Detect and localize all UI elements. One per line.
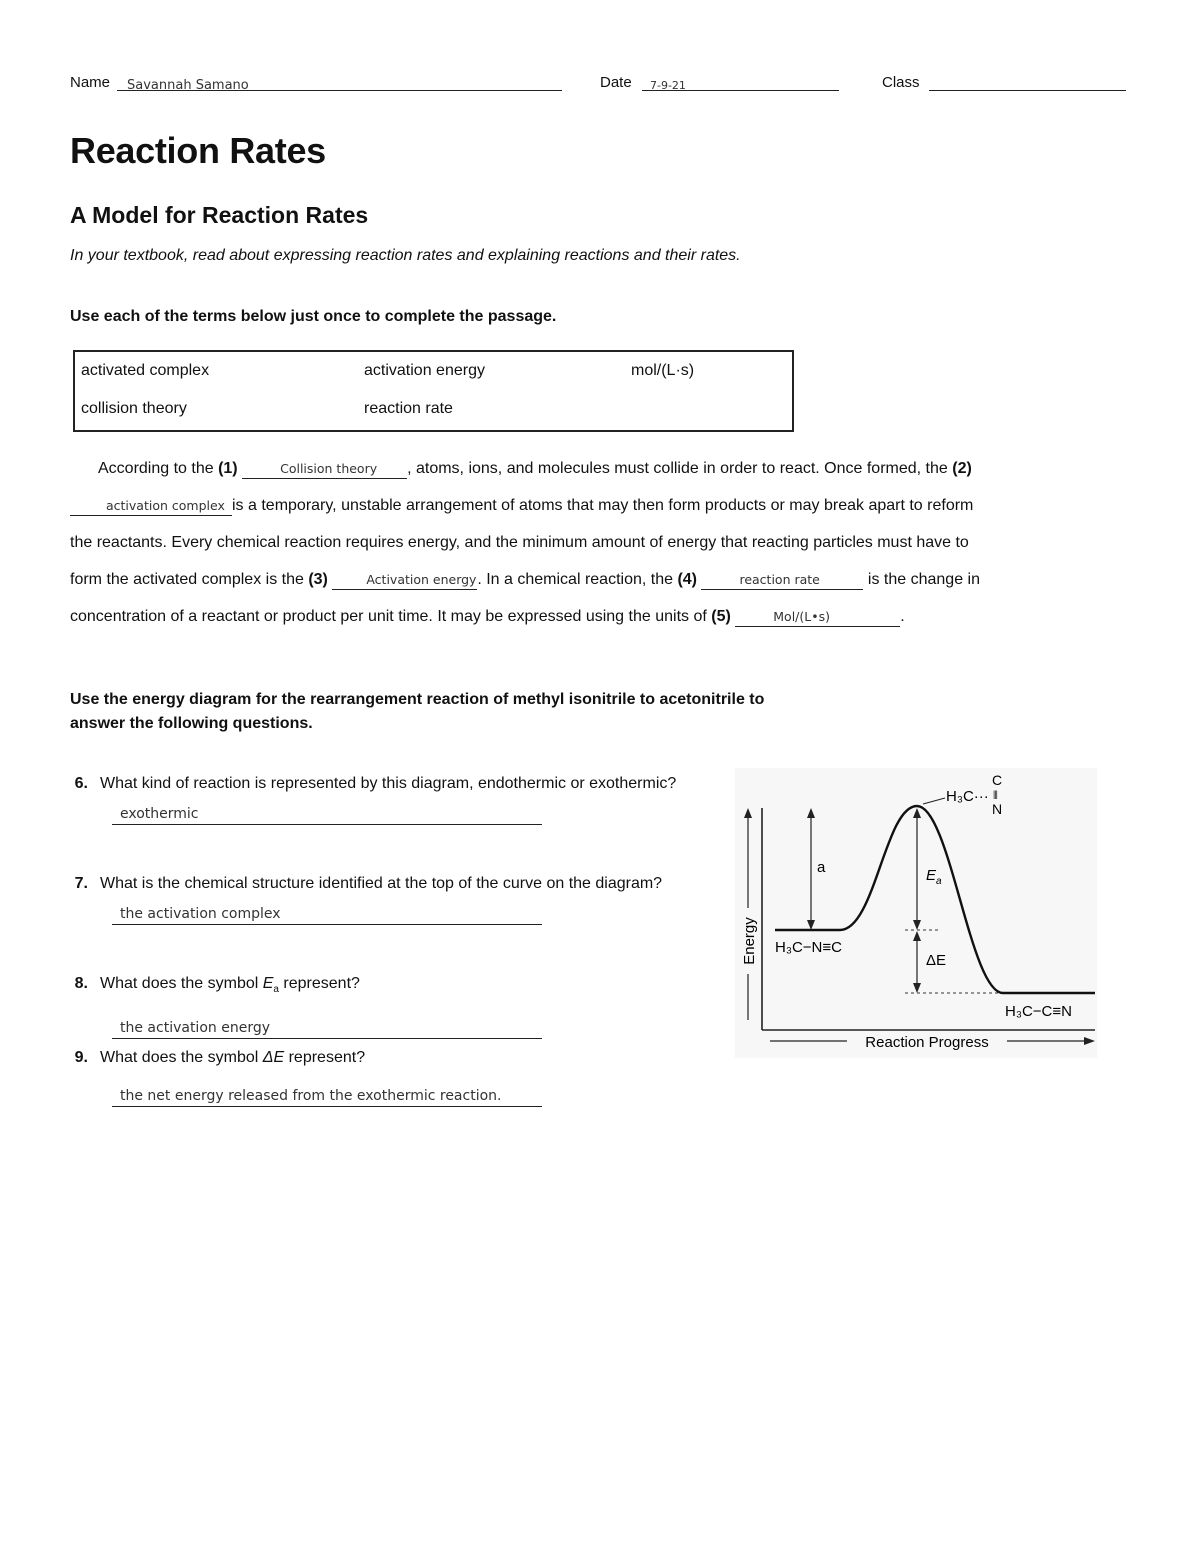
name-label: Name bbox=[70, 74, 111, 91]
label-delta-e: ΔE bbox=[926, 952, 947, 969]
passage-text-4: . In a chemical reaction, the bbox=[477, 571, 678, 588]
answer-6-line[interactable] bbox=[112, 802, 542, 825]
date-field[interactable] bbox=[642, 72, 839, 91]
blank-number-4: (4) bbox=[677, 571, 698, 588]
date-value: 7-9-21 bbox=[650, 79, 686, 92]
x-axis-label: Reaction Progress bbox=[865, 1034, 989, 1051]
answer-9: the net energy released from the exothermic reaction. bbox=[120, 1088, 502, 1104]
class-field[interactable] bbox=[929, 72, 1126, 91]
question-7-number: 7. bbox=[74, 875, 88, 892]
question-8-number: 8. bbox=[74, 975, 88, 992]
term-collision-theory: collision theory bbox=[81, 400, 187, 417]
complex-triple-bond: ⦀ bbox=[993, 790, 998, 802]
question-7 bbox=[58, 872, 688, 925]
blank-number-5: (5) bbox=[711, 608, 731, 625]
intro-text: In your textbook, read about expressing reaction rates and explaining reactions and their rates. bbox=[70, 247, 741, 264]
section-title: A Model for Reaction Rates bbox=[70, 202, 369, 228]
answer-9-line[interactable] bbox=[112, 1084, 542, 1107]
question-8-text-before: What does the symbol bbox=[100, 975, 263, 992]
question-9-text-before: What does the symbol bbox=[100, 1049, 263, 1066]
answer-blank-2[interactable] bbox=[70, 497, 232, 516]
name-field[interactable] bbox=[117, 72, 562, 91]
class-label: Class bbox=[882, 74, 920, 91]
page-title: Reaction Rates bbox=[70, 130, 326, 171]
complex-carbon: C bbox=[992, 772, 1003, 788]
blank-number-3: (3) bbox=[308, 571, 328, 588]
passage-text-6: . bbox=[900, 608, 905, 625]
answer-7: the activation complex bbox=[120, 906, 281, 922]
complex-nitrogen: N bbox=[992, 801, 1003, 817]
answer-5: Mol/(L•s) bbox=[773, 609, 830, 624]
product-label: H₃C−C≡N bbox=[1005, 1003, 1072, 1020]
answer-2: activation complex bbox=[106, 498, 225, 513]
answer-4: reaction rate bbox=[739, 572, 820, 587]
date-label: Date bbox=[600, 74, 632, 91]
blank-number-2: (2) bbox=[952, 460, 972, 477]
question-9-symbol: ΔE bbox=[262, 1049, 285, 1066]
name-value: Savannah Samano bbox=[127, 78, 249, 93]
terms-instruction: Use each of the terms below just once to complete the passage. bbox=[70, 308, 557, 325]
question-7-text: What is the chemical structure identified at the top of the curve on the diagram? bbox=[100, 875, 663, 892]
passage-text-1: According to the bbox=[98, 460, 219, 477]
energy-diagram bbox=[735, 768, 1097, 1058]
reactant-label: H₃C−N≡C bbox=[775, 939, 842, 956]
answer-blank-1[interactable] bbox=[242, 460, 407, 479]
term-units: mol/(L·s) bbox=[631, 362, 695, 379]
answer-8-line[interactable] bbox=[112, 1016, 542, 1039]
answer-8: the activation energy bbox=[120, 1020, 270, 1037]
question-6-number: 6. bbox=[74, 775, 88, 792]
term-activated-complex: activated complex bbox=[81, 362, 210, 379]
term-activation-energy: activation energy bbox=[364, 362, 485, 379]
answer-3: Activation energy bbox=[366, 572, 477, 587]
answer-blank-5[interactable] bbox=[735, 608, 900, 627]
blank-number-1: (1) bbox=[218, 460, 238, 477]
complex-label: H₃C··· bbox=[946, 788, 989, 805]
question-8-text-after: represent? bbox=[278, 975, 360, 992]
passage-text-2: , atoms, ions, and molecules must collide in order to react. Once formed, the bbox=[407, 460, 953, 477]
answer-blank-4[interactable] bbox=[701, 571, 863, 590]
question-8-text bbox=[100, 972, 688, 1002]
question-8-symbol: E bbox=[262, 975, 274, 992]
diagram-instruction: Use the energy diagram for the rearrangement reaction of methyl isonitrile to acetonitrile to answer the following questions. bbox=[70, 691, 765, 732]
term-reaction-rate: reaction rate bbox=[364, 400, 453, 417]
passage bbox=[70, 450, 1000, 635]
answer-1: Collision theory bbox=[280, 461, 378, 476]
y-axis-label: Energy bbox=[741, 917, 758, 965]
answer-6: exothermic bbox=[120, 806, 199, 822]
question-6-text: What kind of reaction is represented by this diagram, endothermic or exothermic? bbox=[100, 775, 677, 792]
question-9-text-after: represent? bbox=[284, 1049, 366, 1066]
question-8-symbol-sub: a bbox=[273, 984, 279, 996]
question-9-text bbox=[100, 1046, 688, 1070]
label-a: a bbox=[817, 859, 826, 876]
question-9-number: 9. bbox=[74, 1049, 88, 1066]
label-ea-main: E bbox=[926, 867, 937, 884]
passage-text-3: is a temporary, unstable arrangement of atoms that may then form products or may break apart to reform the reactants. Every chemical reaction requires energy, and the minimum amount of energy that reacting particles must have to form the activated complex is the bbox=[70, 497, 974, 588]
answer-blank-3[interactable] bbox=[332, 571, 477, 590]
passage-text-5: is the change in concentration of a reactant or product per unit time. It may be expressed using the units of bbox=[70, 571, 980, 625]
answer-7-line[interactable] bbox=[112, 902, 542, 925]
label-ea-sub: a bbox=[936, 876, 942, 887]
question-8 bbox=[58, 972, 688, 1039]
question-9 bbox=[58, 1046, 688, 1107]
term-bank bbox=[73, 350, 794, 432]
question-6 bbox=[58, 772, 688, 825]
